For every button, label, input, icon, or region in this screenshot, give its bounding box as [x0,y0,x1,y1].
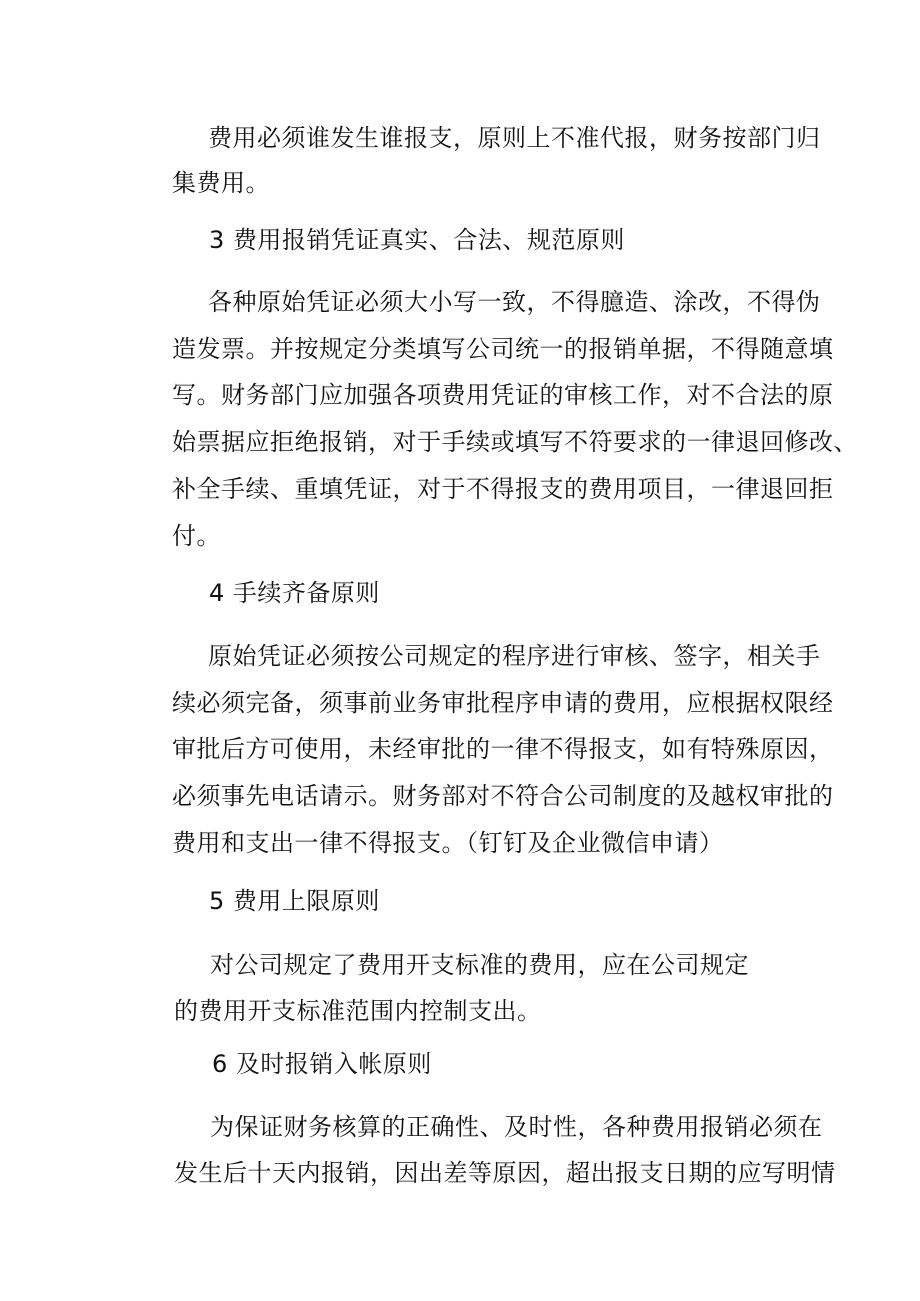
paragraph-1-line-1: 费用必须谁发生谁报支，原则上不准代报，财务按部门归 [208,124,821,152]
paragraph-2-line-1: 各种原始凭证必须大小写一致，不得臆造、涂改，不得伪 [208,288,821,316]
paragraph-2-line-4: 始票据应拒绝报销，对于手续或填写不符要求的一律退回修改、 [172,428,858,456]
paragraph-3-line-2: 续必须完备，须事前业务审批程序申请的费用，应根据权限经 [172,689,834,717]
paragraph-2-line-5: 补全手续、重填凭证，对于不得报支的费用项目，一律退回拒 [172,475,834,503]
paragraph-4-line-1: 对公司规定了费用开支标准的费用，应在公司规定 [210,951,749,979]
paragraph-5-line-2: 发生后十天内报销，因出差等原因，超出报支日期的应写明情 [174,1159,836,1187]
paragraph-3-line-5: 费用和支出一律不得报支。（钉钉及企业微信申请） [172,829,724,857]
paragraph-3-line-4: 必须事先电话请示。财务部对不符合公司制度的及越权审批的 [172,782,834,810]
paragraph-1-line-2: 集费用。 [172,169,270,197]
paragraph-5-line-1: 为保证财务核算的正确性、及时性，各种费用报销必须在 [210,1113,823,1141]
heading-6: 6 及时报销入帐原则 [212,1050,432,1078]
paragraph-3-line-3: 审批后方可使用，未经审批的一律不得报支，如有特殊原因， [172,735,834,763]
heading-5: 5 费用上限原则 [209,887,380,915]
heading-3: 3 费用报销凭证真实、合法、规范原则 [209,226,625,254]
paragraph-2-line-2: 造发票。并按规定分类填写公司统一的报销单据，不得随意填 [172,335,834,363]
heading-4: 4 手续齐备原则 [209,579,380,607]
paragraph-2-line-3: 写。财务部门应加强各项费用凭证的审核工作，对不合法的原 [172,381,834,409]
paragraph-3-line-1: 原始凭证必须按公司规定的程序进行审核、签字，相关手 [208,642,821,670]
paragraph-2-line-6: 付。 [172,522,221,550]
paragraph-4-line-2: 的费用开支标准范围内控制支出。 [174,997,542,1025]
